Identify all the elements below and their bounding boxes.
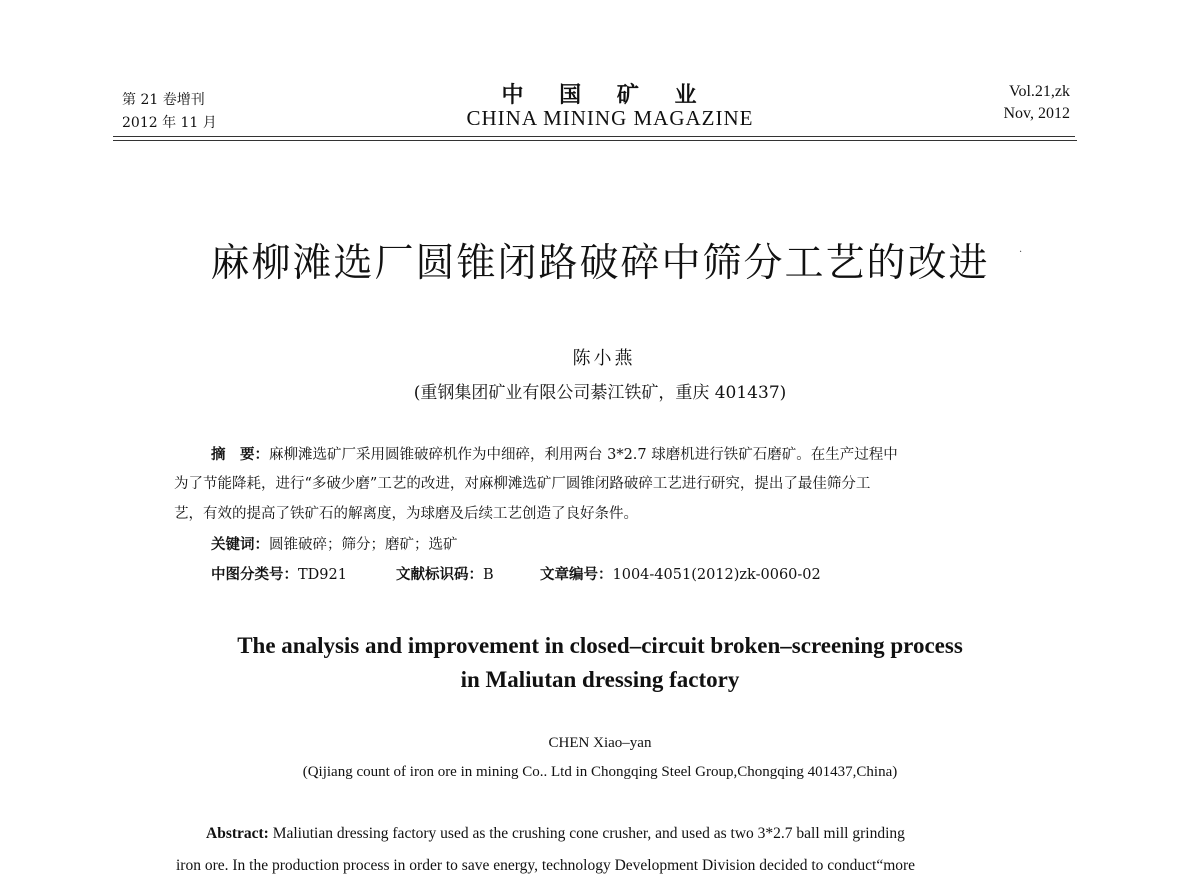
header-rule-top: [113, 136, 1075, 137]
stray-mark: ·: [1019, 247, 1023, 258]
article-number: 文章编号：1004-4051(2012)zk-0060-02: [540, 566, 821, 583]
journal-title-cn: 中 国 矿 业: [501, 82, 711, 108]
keywords-cn: 关键词：圆锥破碎；筛分；磨矿；选矿: [211, 536, 458, 553]
article-title-en-line-1: The analysis and improvement in closed–circuit broken–screening process: [237, 633, 963, 658]
article-title-en-line-2: in Maliutan dressing factory: [460, 667, 740, 692]
date-en: Nov, 2012: [1003, 105, 1070, 122]
article-title-cn: 麻柳滩选厂圆锥闭路破碎中筛分工艺的改进: [210, 241, 990, 286]
abstract-en-line-2: iron ore. In the production process in order to save energy, technology Development Division decided to conduct“more: [176, 857, 916, 874]
date-cn: 2012 年 11 月: [122, 115, 217, 131]
affiliation-en: (Qijiang count of iron ore in mining Co.. Ltd in Chongqing Steel Group,Chongqing 401437,China): [302, 764, 898, 780]
journal-title-en: CHINA MINING MAGAZINE: [466, 106, 754, 130]
abstract-cn-line-2: 为了节能降耗，进行“多破少磨”工艺的改进，对麻柳滩选矿厂圆锥闭路破碎工艺进行研究，提出了最佳筛分工: [174, 476, 871, 492]
header-rule-bottom: [113, 140, 1077, 141]
abstract-cn-line-3: 艺，有效的提高了铁矿石的解离度，为球磨及后续工艺创造了良好条件。: [174, 506, 638, 522]
abstract-en-label: Abstract:: [206, 825, 269, 842]
abstract-en-line-1: Abstract: Maliutian dressing factory used as the crushing cone crusher, and used as two 3*2.7 ball mill grinding: [206, 825, 905, 842]
author-en: CHEN Xiao–yan: [548, 735, 652, 751]
clc-number: 中图分类号：TD921: [211, 566, 347, 583]
volume-cn: 第 21 卷增刊: [122, 92, 205, 108]
affiliation-cn: (重钢集团矿业有限公司綦江铁矿，重庆 401437): [413, 383, 787, 403]
abstract-cn-line-1: 摘 要：麻柳滩选矿厂采用圆锥破碎机作为中细碎，利用两台 3*2.7 球磨机进行铁矿石磨矿。在生产过程中: [211, 446, 898, 463]
abstract-cn-label: 摘 要：: [211, 446, 269, 463]
volume-en: Vol.21,zk: [1008, 83, 1070, 100]
author-cn: 陈小燕: [572, 348, 636, 369]
document-code: 文献标识码：B: [396, 566, 494, 583]
